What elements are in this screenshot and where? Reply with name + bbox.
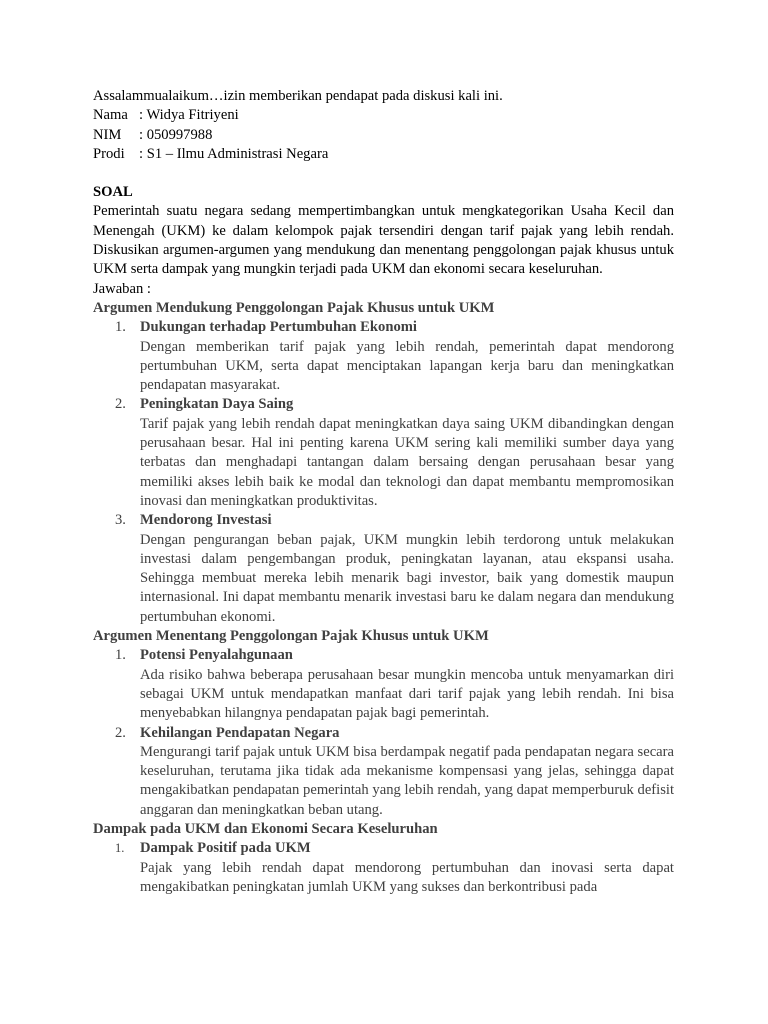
list-item bbox=[93, 839, 674, 897]
jawaban-label: Jawaban : bbox=[93, 280, 151, 297]
identity-value: : 050997988 bbox=[139, 126, 213, 143]
list-item bbox=[93, 724, 674, 820]
item-body: Mengurangi tarif pajak untuk UKM bisa berdampak negatif pada pendapatan negara secara keseluruhan, terutama jika tidak ada mekanisme kompensasi yang jelas, sehingga dapat mengakibatkan pendapatan pemerintah yang lebih rendah, yang dapat memperburuk defisit anggaran dan meningkatkan beban utang. bbox=[140, 743, 674, 818]
item-title: Dukungan terhadap Pertumbuhan Ekonomi bbox=[140, 319, 417, 336]
section-heading-mendukung: Argumen Mendukung Penggolongan Pajak Khusus untuk UKM bbox=[93, 299, 495, 316]
item-number: 1. bbox=[115, 319, 126, 336]
identity-value: : Widya Fitriyeni bbox=[139, 107, 239, 124]
identity-key: Prodi bbox=[93, 145, 125, 162]
item-title: Kehilangan Pendapatan Negara bbox=[140, 724, 340, 741]
identity-key: NIM bbox=[93, 126, 122, 143]
list-item bbox=[93, 511, 674, 627]
list-item bbox=[93, 646, 674, 723]
identity-row-prodi bbox=[93, 145, 674, 164]
item-title: Dampak Positif pada UKM bbox=[140, 840, 311, 857]
section-heading-dampak: Dampak pada UKM dan Ekonomi Secara Keseluruhan bbox=[93, 820, 438, 837]
item-body: Dengan memberikan tarif pajak yang lebih rendah, pemerintah dapat mendorong pertumbuhan UKM, serta dapat menciptakan lapangan kerja baru dan meningkatkan pendapatan masyarakat. bbox=[140, 338, 674, 394]
item-number: 3. bbox=[115, 512, 126, 529]
soal-text: Pemerintah suatu negara sedang mempertimbangkan untuk mengkategorikan Usaha Kecil dan Menengah (UKM) ke dalam kelompok pajak tersendiri dengan tarif pajak yang lebih rendah. Diskusikan argumen-argumen yang mendukung dan menentang penggolongan pajak khusus untuk UKM serta dampak yang mungkin terjadi pada UKM dan ekonomi secara keseluruhan. bbox=[93, 203, 674, 278]
item-number: 1. bbox=[115, 647, 126, 664]
list-item bbox=[93, 318, 674, 395]
item-number: 2. bbox=[115, 396, 126, 413]
item-body: Tarif pajak yang lebih rendah dapat meningkatkan daya saing UKM dibandingkan dengan perusahaan besar. Hal ini penting karena UKM sering kali memiliki sumber daya yang terbatas dan menghadapi tantangan dalam bersaing dengan perusahaan besar yang memiliki akses lebih baik ke modal dan teknologi dan dapat membantu mempromosikan inovasi dan meningkatkan produktivitas. bbox=[140, 415, 674, 509]
item-title: Potensi Penyalahgunaan bbox=[140, 647, 293, 664]
item-body: Pajak yang lebih rendah dapat mendorong pertumbuhan dan inovasi serta dapat mengakibatkan peningkatan jumlah UKM yang sukses dan berkontribusi pada bbox=[140, 859, 674, 895]
identity-key: Nama bbox=[93, 107, 128, 124]
item-body: Ada risiko bahwa beberapa perusahaan besar mungkin mencoba untuk menyamarkan diri sebagai UKM untuk mendapatkan manfaat dari tarif pajak yang lebih rendah. Ini bisa menyebabkan hilangnya pendapatan pajak bagi pemerintah. bbox=[140, 666, 674, 722]
identity-row-nim bbox=[93, 126, 674, 145]
spacer bbox=[93, 164, 674, 183]
item-number: 2. bbox=[115, 724, 126, 741]
document-page bbox=[93, 87, 674, 897]
section-heading-menentang: Argumen Menentang Penggolongan Pajak Khusus untuk UKM bbox=[93, 628, 489, 645]
item-number: 1. bbox=[115, 841, 125, 856]
soal-heading: SOAL bbox=[93, 184, 133, 201]
item-title: Mendorong Investasi bbox=[140, 512, 272, 529]
intro-greeting: Assalammualaikum…izin memberikan pendapat pada diskusi kali ini. bbox=[93, 88, 503, 104]
item-title: Peningkatan Daya Saing bbox=[140, 396, 294, 413]
identity-value: : S1 – Ilmu Administrasi Negara bbox=[139, 145, 329, 162]
list-item bbox=[93, 395, 674, 511]
identity-row-name bbox=[93, 106, 674, 125]
item-body: Dengan pengurangan beban pajak, UKM mungkin lebih terdorong untuk melakukan investasi dalam pengembangan produk, peningkatan layanan, atau ekspansi usaha. Sehingga membuat mereka lebih menarik bagi investor, baik yang domestik maupun internasional. Ini dapat membantu menarik investasi baru ke dalam negara dan mendukung pertumbuhan ekonomi. bbox=[140, 531, 674, 625]
